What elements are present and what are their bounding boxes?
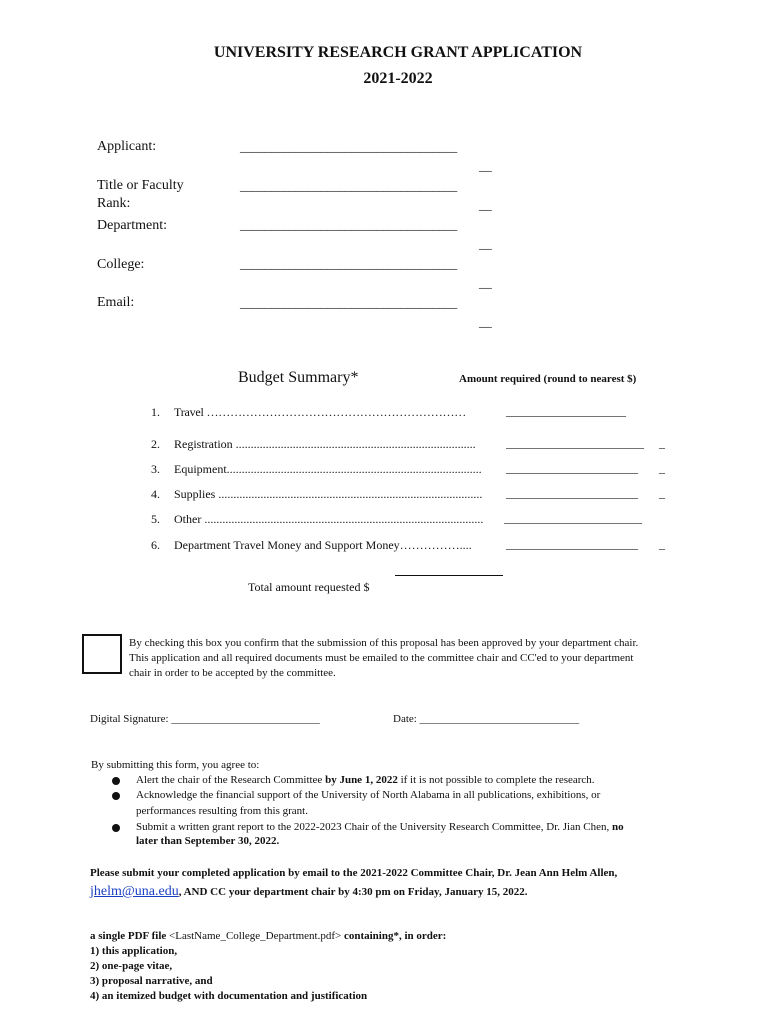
pdf-text: containing*, in order:: [341, 930, 447, 942]
amount-heading: Amount required (round to nearest $): [459, 373, 637, 385]
agreement-deadline: by June 1, 2022: [325, 774, 398, 786]
email-field[interactable]: ___________________________________: [240, 295, 458, 310]
budget-item-number: 2.: [151, 437, 160, 451]
applicant-label: Applicant:: [97, 139, 157, 154]
date-field[interactable]: Date: _____________________________: [393, 713, 580, 725]
confirmation-line-1: By checking this box you confirm that the submission of this proposal has been approved by your department chair.: [129, 637, 639, 649]
confirmation-line-2: This application and all required documents must be emailed to the committee chair and CC'ed to your department: [129, 652, 634, 664]
total-underline[interactable]: [395, 575, 503, 576]
bullet-icon: [112, 824, 120, 832]
department-label: Department:: [97, 218, 167, 233]
title-rank-field[interactable]: ___________________________________: [240, 178, 458, 193]
bullet-icon: [112, 777, 120, 785]
budget-item-label: Other .............................................................................................: [174, 512, 484, 526]
title-rank-label-2: Rank:: [97, 196, 131, 211]
budget-item-label: Department Travel Money and Support Money……………....: [174, 538, 472, 552]
budget-item-label: Registration ................................................................................: [174, 437, 476, 451]
agreement-deadline: no: [611, 821, 624, 833]
pdf-item: 4) an itemized budget with documentation and justification: [90, 990, 368, 1002]
pdf-item: 1) this application,: [90, 945, 178, 957]
department-field-tail: __: [479, 236, 492, 251]
budget-item-number: 1.: [151, 405, 160, 419]
budget-item-label: Travel …………………………………………………………: [174, 405, 467, 419]
agreement-text: Submit a written grant report to the 2022-2023 Chair of the University Research Committee, Dr. Jian Chen,: [136, 821, 612, 833]
budget-amount-tail: _: [659, 486, 665, 500]
college-field-tail: __: [479, 275, 492, 290]
applicant-field[interactable]: ___________________________________: [240, 139, 458, 154]
email-field-tail: __: [479, 314, 492, 329]
submission-line-2: [90, 882, 528, 900]
pdf-item: 3) proposal narrative, and: [90, 975, 213, 987]
budget-amount-field[interactable]: ______________________: [506, 486, 638, 500]
email-label: Email:: [97, 295, 135, 310]
pdf-filename: <LastName_College_Department.pdf>: [169, 930, 342, 942]
total-label: Total amount requested $: [248, 580, 370, 594]
budget-item-number: 3.: [151, 462, 160, 476]
confirmation-line-3: chair in order to be accepted by the committee.: [129, 667, 336, 679]
budget-heading: Budget Summary*: [238, 369, 359, 386]
budget-amount-tail: _: [659, 537, 665, 551]
agreement-item-3: [136, 821, 624, 833]
bullet-icon: [112, 792, 120, 800]
budget-item-number: 6.: [151, 538, 160, 552]
budget-amount-tail: _: [659, 461, 665, 475]
budget-amount-field[interactable]: ______________________: [506, 461, 638, 475]
budget-amount-field[interactable]: ______________________: [506, 537, 638, 551]
title-rank-label: Title or Faculty: [97, 178, 184, 193]
budget-item-number: 5.: [151, 512, 160, 526]
agreement-item-2: Acknowledge the financial support of the University of North Alabama in all publications, exhibitions, or: [136, 789, 601, 801]
budget-item-label: Supplies ........................................................................................: [174, 487, 483, 501]
budget-amount-field[interactable]: _______________________: [504, 511, 642, 525]
college-field[interactable]: ___________________________________: [240, 256, 458, 271]
chair-email-link[interactable]: jhelm@una.edu: [90, 884, 179, 899]
budget-item-label: Equipment.....................................................................................: [174, 462, 482, 476]
pdf-item: 2) one-page vitae,: [90, 960, 173, 972]
agreement-text: Alert the chair of the Research Committee: [136, 774, 326, 786]
form-year: 2021-2022: [363, 70, 433, 87]
form-title: UNIVERSITY RESEARCH GRANT APPLICATION: [213, 44, 583, 61]
agreement-item-1: [136, 774, 595, 786]
department-field[interactable]: ___________________________________: [240, 217, 458, 232]
agreement-text: if it is not possible to complete the research.: [397, 774, 595, 786]
agreement-item-3-cont: later than September 30, 2022.: [136, 835, 280, 847]
digital-signature-field[interactable]: Digital Signature: ___________________________: [90, 713, 320, 725]
pdf-text: a single PDF file: [90, 930, 170, 942]
pdf-requirement: [90, 930, 446, 942]
college-label: College:: [97, 257, 145, 272]
budget-amount-field[interactable]: _______________________: [506, 436, 644, 450]
approval-checkbox[interactable]: [82, 634, 122, 674]
applicant-field-tail: __: [479, 158, 492, 173]
agreement-item-2-cont: performances resulting from this grant.: [136, 805, 308, 817]
title-rank-field-tail: __: [479, 197, 492, 212]
agreement-intro: By submitting this form, you agree to:: [91, 759, 260, 771]
budget-item-number: 4.: [151, 487, 160, 501]
budget-amount-field[interactable]: ____________________: [506, 404, 626, 418]
budget-amount-tail: _: [659, 436, 665, 450]
submission-deadline: , AND CC your department chair by 4:30 pm on Friday, January 15, 2022.: [178, 886, 528, 898]
submission-line-1: Please submit your completed application by email to the 2021-2022 Committee Chair, Dr. Jean Ann Helm Allen,: [90, 867, 618, 879]
